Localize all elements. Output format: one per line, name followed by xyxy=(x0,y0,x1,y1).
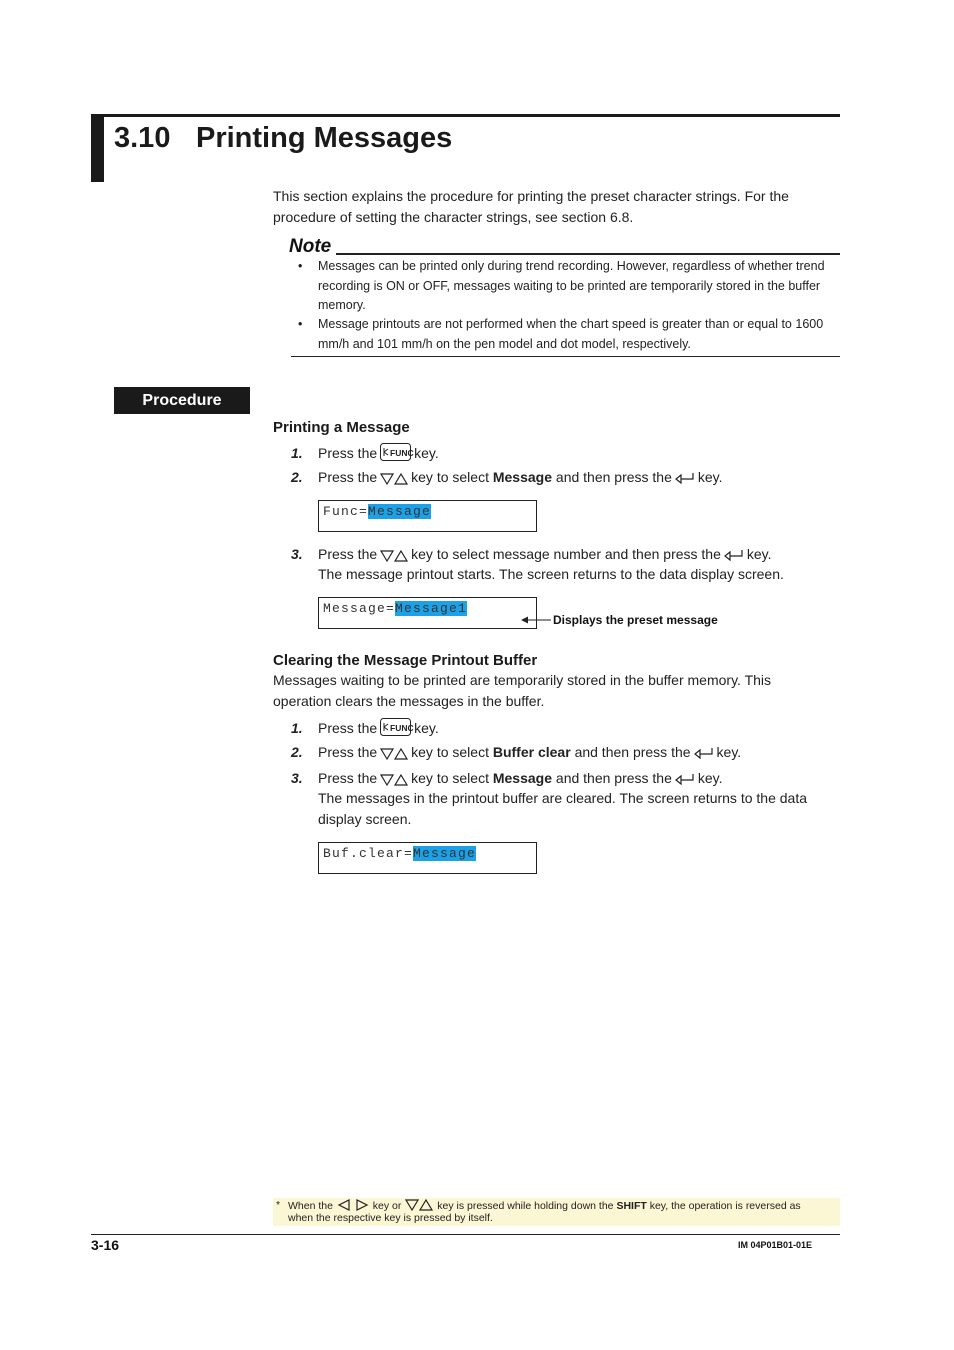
footnote-text: When the xyxy=(288,1200,333,1212)
step-item xyxy=(291,742,742,766)
step-bold: Message xyxy=(492,770,553,786)
lcd-highlight: Message1 xyxy=(395,601,468,616)
note-label: Note xyxy=(289,236,332,257)
clearing-desc xyxy=(273,670,771,712)
footer-rule xyxy=(91,1234,840,1235)
enter-key-icon xyxy=(675,470,695,491)
step-bold: Buffer clear xyxy=(492,744,571,760)
down-up-arrow-icon xyxy=(380,470,408,491)
lcd-highlight: Message xyxy=(368,504,432,519)
step-bold: Message xyxy=(492,469,553,485)
step-text: key. xyxy=(697,469,723,485)
intro-line: procedure of setting the character strings, see section 6.8. xyxy=(273,209,634,225)
section-title xyxy=(114,122,452,155)
note-line-text: memory. xyxy=(318,298,366,312)
step-number: 2. xyxy=(291,469,303,485)
step-number: 3. xyxy=(291,546,303,562)
step-number: 1. xyxy=(291,720,303,736)
step-text: Press the xyxy=(318,469,378,485)
step-text: and then press the xyxy=(574,744,691,760)
step-item xyxy=(291,443,439,467)
svg-text:FUNC: FUNC xyxy=(390,723,414,733)
lcd-highlight: Message xyxy=(413,846,477,861)
step-text: Press the xyxy=(318,546,378,562)
enter-key-icon xyxy=(694,745,714,766)
document-id: IM 04P01B01-01E xyxy=(738,1240,813,1250)
footnote-line2: when the respective key is pressed by itself. xyxy=(288,1212,493,1224)
footnote-text: key, the operation is reversed as xyxy=(649,1200,801,1212)
step-text: key to select xyxy=(411,469,489,485)
step-number: 3. xyxy=(291,770,303,786)
intro-text xyxy=(273,186,789,228)
result-line: display screen. xyxy=(318,811,412,827)
note-bottom-rule xyxy=(291,356,840,357)
bullet: • xyxy=(298,317,303,331)
footnote-text: key is pressed while holding down the xyxy=(437,1200,614,1212)
step-text: key to select xyxy=(411,744,489,760)
lcd-label: Buf.clear= xyxy=(323,846,414,861)
step-text: key. xyxy=(716,744,742,760)
step-number: 2. xyxy=(291,744,303,760)
down-up-arrow-icon xyxy=(380,745,408,766)
bullet: • xyxy=(298,259,303,273)
note-item xyxy=(298,315,840,354)
step-text: Press the xyxy=(318,445,378,461)
step-text: and then press the xyxy=(555,770,672,786)
note-item xyxy=(298,257,840,316)
step-text: Press the xyxy=(318,720,378,736)
step-text: key to select message number and then press the xyxy=(411,546,721,562)
procedure-badge: Procedure xyxy=(114,387,250,414)
lcd-label: Func= xyxy=(323,504,369,519)
note-line-text: mm/h and 101 mm/h on the pen model and dot model, respectively. xyxy=(318,336,691,351)
step-text: key. xyxy=(414,445,439,461)
footnote-bold: SHIFT xyxy=(616,1200,647,1212)
note-line-text: Message printouts are not performed when the chart speed is greater than or equal to 1600 xyxy=(318,317,824,331)
annotation-text: Displays the preset message xyxy=(553,613,718,627)
annotation-arrow xyxy=(521,615,551,625)
result-line: The messages in the printout buffer are cleared. The screen returns to the data xyxy=(318,790,807,806)
intro-line: This section explains the procedure for printing the preset character strings. For the xyxy=(273,188,789,204)
footnote-star: * xyxy=(276,1199,281,1211)
subheading-printing: Printing a Message xyxy=(273,419,410,436)
step-text: Press the xyxy=(318,770,378,786)
step-text: key. xyxy=(746,546,772,562)
lcd-label: Message= xyxy=(323,601,396,616)
desc-line: operation clears the messages in the buffer. xyxy=(273,693,545,709)
heading-bar xyxy=(91,114,104,182)
step-text: Press the xyxy=(318,744,378,760)
section-number: 3.10 xyxy=(114,122,171,154)
note-top-rule xyxy=(336,253,840,255)
func-key-icon xyxy=(380,443,414,467)
func-key-icon xyxy=(380,718,414,742)
svg-text:FUNC: FUNC xyxy=(390,448,414,458)
step-text: key. xyxy=(697,770,723,786)
step-number: 1. xyxy=(291,445,303,461)
step-result xyxy=(318,788,807,830)
lcd-display xyxy=(318,597,537,629)
step-text: and then press the xyxy=(555,469,672,485)
lcd-display xyxy=(318,842,537,874)
step-text: key. xyxy=(414,720,439,736)
note-line-text: Messages can be printed only during trend recording. However, regardless of whether trend xyxy=(318,259,825,273)
step-item xyxy=(291,467,723,491)
note-line-text: recording is ON or OFF, messages waiting to be printed are temporarily stored in the buffer xyxy=(318,278,821,293)
section-title-text: Printing Messages xyxy=(196,122,453,154)
subheading-clearing: Clearing the Message Printout Buffer xyxy=(273,652,538,669)
footnote-text: key or xyxy=(372,1200,402,1212)
page-number: 3-16 xyxy=(91,1237,120,1253)
step-result: The message printout starts. The screen returns to the data display screen. xyxy=(318,566,784,582)
heading-rule xyxy=(104,114,840,117)
lcd-display xyxy=(318,500,537,532)
step-text: key to select xyxy=(411,770,489,786)
step-item xyxy=(291,718,439,742)
desc-line: Messages waiting to be printed are temporarily stored in the buffer memory. This xyxy=(273,672,772,688)
